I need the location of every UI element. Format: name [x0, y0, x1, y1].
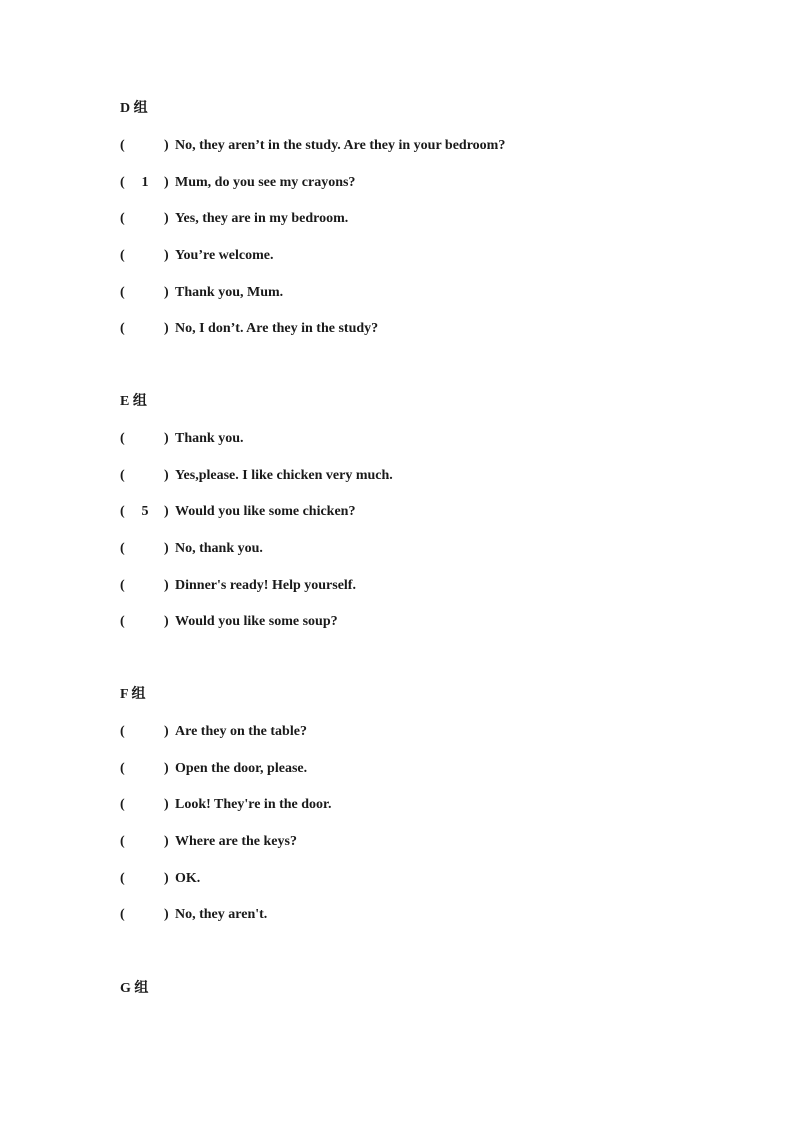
list-item [120, 577, 720, 595]
list-item [120, 467, 720, 485]
item-list [120, 430, 720, 631]
close-paren: ) [164, 614, 169, 630]
open-paren: ( [120, 284, 125, 300]
close-paren: ) [164, 797, 169, 813]
list-item [120, 870, 720, 888]
sentence-text: No, they aren’t in the study. Are they in your bedroom? [175, 138, 506, 153]
sentence-text: Where are the keys? [175, 834, 297, 850]
group-title: D 组 [120, 101, 148, 116]
close-paren: ) [164, 541, 169, 557]
open-paren: ( [120, 248, 125, 264]
close-paren: ) [164, 321, 169, 337]
close-paren: ) [164, 138, 169, 153]
group-d [120, 100, 720, 357]
sentence-text: Are they on the table? [175, 724, 307, 739]
list-item [120, 723, 720, 741]
item-list [120, 137, 720, 338]
open-paren: ( [120, 834, 125, 850]
sentence-text: Open the door, please. [175, 760, 308, 776]
close-paren: ) [164, 174, 169, 190]
open-paren: ( [120, 541, 125, 557]
sentence-text: Thank you. [175, 431, 244, 446]
group-title: E 组 [120, 394, 147, 409]
list-item [120, 540, 720, 558]
list-item [120, 613, 720, 631]
item-list [120, 723, 720, 924]
sentence-text: Dinner's ready! Help yourself. [175, 577, 356, 593]
sentence-text: No, they aren't. [175, 907, 268, 923]
close-paren: ) [164, 248, 169, 264]
open-paren: ( [120, 431, 125, 446]
group-g [120, 980, 720, 998]
sentence-text: Yes, they are in my bedroom. [175, 211, 349, 227]
close-paren: ) [164, 211, 169, 227]
list-item [120, 430, 720, 448]
sentence-text: OK. [175, 870, 201, 886]
close-paren: ) [164, 577, 169, 593]
sentence-text: No, I don’t. Are they in the study? [175, 321, 379, 337]
close-paren: ) [164, 504, 169, 520]
list-item [120, 137, 720, 155]
list-item [120, 210, 720, 228]
close-paren: ) [164, 834, 169, 850]
close-paren: ) [164, 870, 169, 886]
sentence-text: You’re welcome. [175, 248, 274, 264]
open-paren: ( [120, 138, 125, 153]
group-title: G 组 [120, 981, 149, 996]
open-paren: ( [120, 504, 125, 520]
sentence-text: No, thank you. [175, 541, 263, 557]
list-item [120, 284, 720, 302]
close-paren: ) [164, 467, 169, 483]
open-paren: ( [120, 614, 125, 630]
open-paren: ( [120, 321, 125, 337]
group-title: F 组 [120, 687, 146, 702]
list-item [120, 503, 720, 521]
close-paren: ) [164, 284, 169, 300]
close-paren: ) [164, 724, 169, 739]
sentence-text: Yes,please. I like chicken very much. [175, 467, 393, 483]
open-paren: ( [120, 211, 125, 227]
sentence-text: Look! They're in the door. [175, 797, 332, 813]
list-item [120, 906, 720, 924]
open-paren: ( [120, 577, 125, 593]
sentence-text: Would you like some chicken? [175, 504, 356, 520]
open-paren: ( [120, 724, 125, 739]
open-paren: ( [120, 760, 125, 776]
group-e [120, 393, 720, 650]
list-item [120, 833, 720, 851]
list-item [120, 247, 720, 265]
list-item [120, 320, 720, 338]
open-paren: ( [120, 870, 125, 886]
close-paren: ) [164, 431, 169, 446]
list-item [120, 796, 720, 814]
open-paren: ( [120, 467, 125, 483]
sentence-text: Thank you, Mum. [175, 284, 284, 300]
list-item [120, 760, 720, 778]
open-paren: ( [120, 174, 125, 190]
answer-blank[interactable]: 5 [141, 504, 149, 520]
answer-blank[interactable]: 1 [141, 174, 149, 190]
close-paren: ) [164, 907, 169, 923]
open-paren: ( [120, 797, 125, 813]
group-f [120, 686, 720, 943]
close-paren: ) [164, 760, 169, 776]
sentence-text: Would you like some soup? [175, 614, 338, 630]
open-paren: ( [120, 907, 125, 923]
list-item [120, 174, 720, 192]
sentence-text: Mum, do you see my crayons? [175, 174, 356, 190]
